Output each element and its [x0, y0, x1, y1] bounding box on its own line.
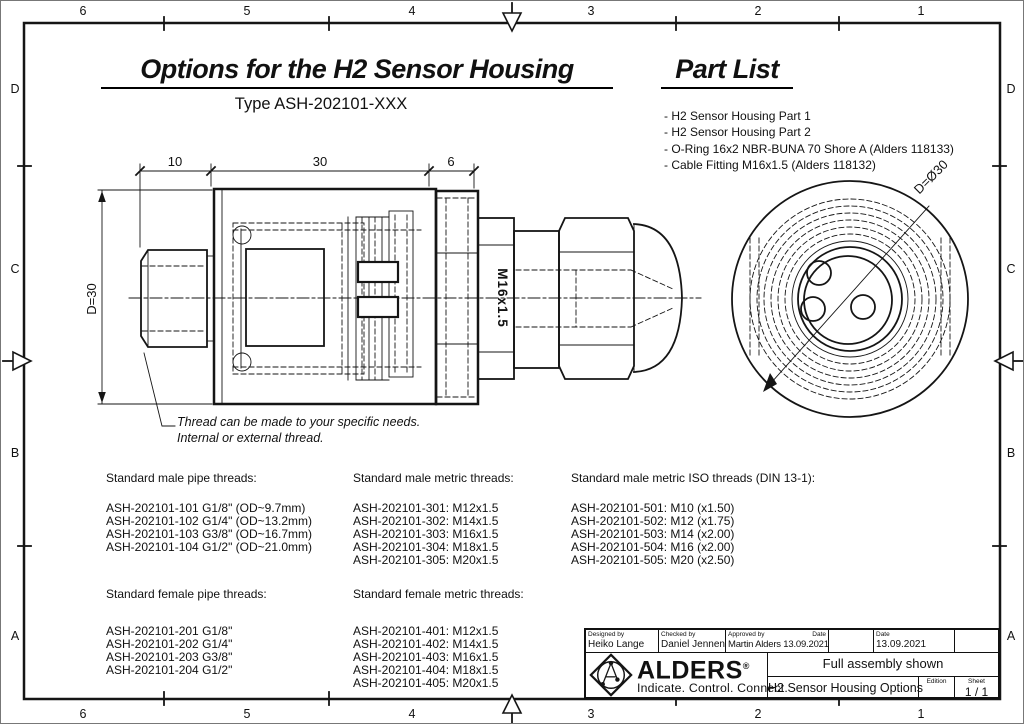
edition-label: Edition [926, 678, 947, 685]
edition-cell [919, 677, 955, 697]
male-iso-threads-list [571, 472, 815, 567]
male-pipe-threads-list [106, 472, 312, 554]
approved-by-label-row [726, 630, 828, 639]
list-item: ASH-202101-401: M12x1.5 [353, 624, 499, 638]
list-item: ASH-202101-303: M16x1.5 [353, 527, 499, 541]
date-value: 13.09.2021 [876, 639, 927, 650]
registered-mark: ® [742, 660, 750, 671]
flange [436, 191, 478, 404]
end-view [732, 157, 968, 417]
centering-mark-left [3, 352, 31, 370]
list-item: ASH-202101-305: M20x1.5 [353, 553, 499, 567]
list-item: ASH-202101-503: M14 (x2.00) [571, 527, 735, 541]
border-col-label-bottom: 2 [754, 707, 762, 721]
border-col-label-bottom: 4 [408, 707, 416, 721]
list-item: ASH-202101-202 G1/4" [106, 637, 233, 651]
list-item: ASH-202101-302: M14x1.5 [353, 514, 499, 528]
list-item: ASH-202101-504: M16 (x2.00) [571, 540, 735, 554]
list-heading: Standard female metric threads: [353, 587, 524, 601]
list-heading: Standard male metric threads: [353, 471, 514, 485]
border-row-label-left: C [10, 262, 20, 276]
date-label: Date [812, 631, 826, 638]
border-row-label-right: D [1006, 82, 1016, 96]
contact-pin [358, 262, 398, 282]
list-item: ASH-202101-201 G1/8" [106, 624, 233, 638]
list-item: ASH-202101-104 G1/2" (OD~21.0mm) [106, 540, 313, 554]
list-item: ASH-202101-204 G1/2" [106, 663, 233, 677]
brand-text [637, 655, 788, 695]
sheet-value: 1 / 1 [964, 685, 989, 699]
empty-cell [955, 630, 998, 653]
thread-note-line: Thread can be made to your specific needs. [177, 415, 421, 429]
doc-title-text: H2 Sensor Housing Options [768, 681, 923, 695]
checked-by-label: Checked by [661, 631, 696, 638]
border-row-label-left: D [10, 82, 20, 96]
dim-label-d30: D=30 [84, 283, 99, 315]
list-item: ASH-202101-404: M18x1.5 [353, 663, 499, 677]
part-list [664, 108, 954, 174]
centering-mark-top [503, 3, 521, 31]
connector-hole [807, 261, 831, 285]
part-list-item: - O-Ring 16x2 NBR-BUNA 70 Shore A (Alders 118133) [664, 141, 954, 156]
sheet-label: Sheet [968, 678, 985, 685]
part-list-item: - Cable Fitting M16x1.5 (Alders 118132) [664, 158, 876, 173]
list-heading: Standard male metric ISO threads (DIN 13-1): [571, 471, 816, 485]
list-item: ASH-202101-101 G1/8" (OD~9.7mm) [106, 501, 306, 515]
date-cell [874, 630, 955, 653]
approved-by-label: Approved by [728, 631, 765, 638]
list-item: ASH-202101-203 G3/8" [106, 650, 233, 664]
approved-by-value: Martin Alders 13.09.2021 [728, 639, 829, 650]
contact-pin [358, 297, 398, 317]
list-item: ASH-202101-103 G3/8" (OD~16.7mm) [106, 527, 313, 541]
dim-label-dia30: D=Ø30 [910, 156, 951, 197]
checked-by-value: Daniel Jennen [661, 639, 725, 650]
page-subtitle: Type ASH-202101-XXX [234, 95, 408, 113]
dim-label-6: 6 [447, 154, 455, 169]
sheet-cell [955, 677, 998, 697]
female-pipe-threads-list [106, 588, 267, 677]
brand-wordmark: ALDERS [637, 656, 743, 685]
cable-gland [478, 218, 682, 379]
border-col-label-bottom: 1 [917, 707, 925, 721]
doc-title-cell [768, 677, 923, 697]
border-col-label-top: 4 [408, 4, 416, 18]
list-item: ASH-202101-304: M18x1.5 [353, 540, 499, 554]
part-list-item: - H2 Sensor Housing Part 1 [664, 109, 811, 123]
checked-by-cell [659, 630, 726, 653]
date-label: Date [876, 631, 890, 638]
thread-note-line: Internal or external thread. [177, 430, 324, 445]
approved-by-cell [726, 630, 829, 653]
alders-logo-icon [589, 653, 633, 697]
brand-slogan: Indicate. Control. Connect. [637, 681, 788, 696]
designed-by-value: Heiko Lange [588, 639, 645, 650]
dim-label-30: 30 [312, 154, 328, 169]
border-col-label-bottom: 6 [79, 707, 87, 721]
border-row-label-right: A [1006, 629, 1016, 643]
gland-thread-label: M16x1.5 [495, 268, 510, 328]
list-item: ASH-202101-501: M10 (x1.50) [571, 501, 735, 515]
list-item: ASH-202101-402: M14x1.5 [353, 637, 499, 651]
list-heading: Standard male pipe threads: [106, 471, 257, 485]
border-col-label-top: 1 [917, 4, 925, 18]
border-row-label-right: C [1006, 262, 1016, 276]
thread-note [177, 415, 420, 446]
note-leader-line [144, 353, 175, 426]
connector-hole [851, 295, 875, 319]
part-list-item: - H2 Sensor Housing Part 2 [664, 125, 811, 140]
list-item: ASH-202101-405: M20x1.5 [353, 676, 499, 690]
list-item: ASH-202101-301: M12x1.5 [353, 501, 499, 515]
housing-body [214, 189, 436, 404]
terminal-stack [356, 211, 413, 380]
title-block [584, 628, 1000, 699]
list-item: ASH-202101-502: M12 (x1.75) [571, 514, 735, 528]
female-metric-threads-list [353, 588, 524, 690]
brand-name [637, 655, 788, 685]
list-item: ASH-202101-403: M16x1.5 [353, 650, 499, 664]
list-heading: Standard female pipe threads: [106, 587, 267, 601]
border-col-label-top: 6 [79, 4, 87, 18]
list-item: ASH-202101-505: M20 (x2.50) [571, 553, 735, 567]
description-cell [768, 653, 998, 677]
border-row-label-left: A [10, 629, 20, 643]
designed-by-cell [586, 630, 659, 653]
description-text: Full assembly shown [822, 656, 944, 671]
page-title: Options for the H2 Sensor Housing [101, 54, 613, 89]
border-col-label-top: 5 [243, 4, 251, 18]
thread-plug [141, 250, 214, 347]
border-row-label-right: B [1006, 446, 1016, 460]
border-col-label-bottom: 3 [587, 707, 595, 721]
section-view [129, 189, 701, 404]
dim-label-10: 10 [167, 154, 183, 169]
designed-by-label: Designed by [588, 631, 625, 638]
empty-cell [829, 630, 874, 653]
border-row-label-left: B [10, 446, 20, 460]
male-metric-threads-list [353, 472, 514, 567]
part-list-title: Part List [661, 54, 793, 89]
border-col-label-bottom: 5 [243, 707, 251, 721]
border-col-label-top: 2 [754, 4, 762, 18]
brand-cell [586, 653, 788, 697]
border-col-label-top: 3 [587, 4, 595, 18]
list-item: ASH-202101-102 G1/4" (OD~13.2mm) [106, 514, 313, 528]
dimension-top-chain [136, 154, 478, 247]
